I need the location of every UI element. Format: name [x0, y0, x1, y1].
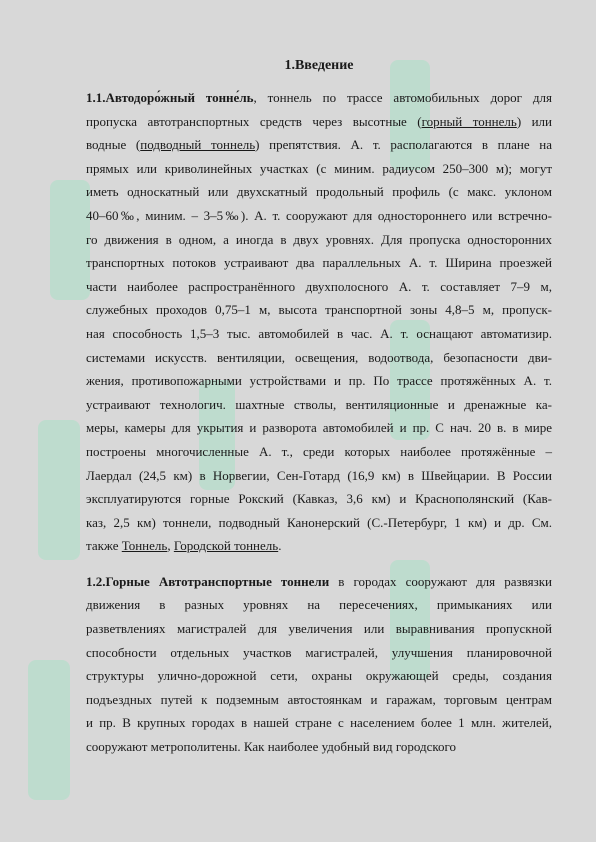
text-run: го движения в одном, а иногда в двух уровнях. Для пропуска односторонних [86, 231, 552, 247]
text-line [86, 593, 552, 617]
text-run: эксплуатируются горные Рокский (Кавказ, 3,6 км) и Краснополянский (Кав- [86, 491, 552, 507]
text-line [86, 440, 552, 464]
text-line [86, 180, 552, 204]
term-heading: 1.2.Горные Автотранспортные тоннели [86, 573, 330, 589]
text-line [86, 641, 552, 665]
text-run: жения, противопожарными устройствами и пр. По трассе протяжённых А. т. [86, 373, 552, 389]
text-line [86, 711, 552, 735]
term-heading: 1.1.Автодоро́жный тонне́ль [86, 90, 254, 105]
text-run: , тоннель по трассе автомобильных дорог для [253, 90, 552, 105]
text-run: способности отдельных участков магистралей, улучшения планировочной [86, 644, 552, 660]
text-run: каз, 2,5 км) тоннели, подводный Канонерский (С.-Петербург, 1 км) и др. См. [86, 514, 552, 530]
text-run: ) препятствия. А. т. располагаются в плане на [255, 137, 552, 153]
cross-reference-link[interactable]: Тоннель [121, 538, 168, 554]
section-2-paragraph [86, 570, 552, 759]
text-run: движения в разных уровнях на пересечениях, примыканиях или [86, 597, 552, 613]
page-title: 1.Введение [284, 58, 354, 73]
text-run: иметь односкатный или двухскатный продольный профиль (с макс. уклоном [86, 184, 552, 200]
text-line [86, 688, 552, 712]
paragraph-gap [86, 558, 552, 570]
text-line [86, 346, 552, 370]
text-run: структуры улично-дорожной сети, охраны окружающей среды, создания [86, 668, 552, 684]
text-run: . [278, 538, 282, 554]
text-run: 40–60‰, миним. – 3–5‰). А. т. сооружают для одностороннего или встречно- [86, 207, 552, 223]
text-line [86, 275, 552, 299]
text-line [86, 322, 552, 346]
text-line [86, 487, 552, 511]
text-line [86, 133, 552, 157]
text-line [86, 570, 552, 594]
text-line [86, 86, 552, 110]
text-run: и пр. В крупных городах в нашей стране с населением более 1 млн. жителей, [86, 715, 552, 731]
text-run: построены многочисленные А. т., среди которых наиболее протяжённые – [86, 443, 552, 459]
text-run: пропуска автотранспортных средств через высотные ( [86, 113, 422, 129]
text-line [86, 369, 552, 393]
text-run: ная способность 1,5–3 тыс. автомобилей в час. А. т. оснащают автоматизир. [86, 325, 552, 341]
document-content [86, 56, 552, 759]
text-line [86, 617, 552, 641]
text-line [86, 534, 552, 558]
text-run: в городах сооружают для развязки [329, 573, 552, 589]
text-run: меры, камеры для укрытия и разворота автомобилей и пр. С нач. 20 в. в мире [86, 420, 552, 436]
text-line [86, 228, 552, 252]
text-run: системами искусств. вентиляции, освещения, водоотвода, безопасности дви- [86, 349, 552, 365]
text-line [86, 298, 552, 322]
text-run: разветвлениях магистралей для увеличения или выравнивания пропускной [86, 621, 552, 637]
text-run: , [167, 538, 174, 554]
text-run: транспортных потоков устраивают два параллельных А. т. Ширина проезжей [86, 255, 552, 271]
text-line [86, 204, 552, 228]
cross-reference-link[interactable]: подводный тоннель [140, 137, 256, 153]
cross-reference-link[interactable]: Городской тоннель [173, 538, 279, 554]
text-run: устраивают технологич. шахтные стволы, вентиляционные и дренажные ка- [86, 396, 552, 412]
text-run: водные ( [86, 137, 141, 153]
text-line [86, 393, 552, 417]
text-run: служебных проходов 0,75–1 м, высота транспортной зоны 4,8–5 м, пропуск- [86, 302, 552, 318]
text-line [86, 157, 552, 181]
text-line [86, 416, 552, 440]
text-run: части наиболее распространённого двухполосного А. т. составляет 7–9 м, [86, 278, 552, 294]
text-run: сооружают метрополитены. Как наиболее удобный вид городского [86, 739, 457, 755]
text-run: Лаердал (24,5 км) в Норвегии, Сен-Готард (16,9 км) в Швейцарии. В России [86, 467, 552, 483]
text-line [86, 464, 552, 488]
section-1-paragraph [86, 86, 552, 558]
text-run: ) или [516, 113, 552, 129]
text-line [86, 511, 552, 535]
cross-reference-link[interactable]: горный тоннель [421, 113, 517, 129]
text-line [86, 110, 552, 134]
text-run: подъездных путей к подземным автостоянкам и гаражам, торговым центрам [86, 691, 552, 707]
text-run: также [86, 538, 122, 554]
text-line [86, 251, 552, 275]
text-line [86, 735, 552, 759]
text-line [86, 664, 552, 688]
text-run: прямых или криволинейных участках (с миним. радиусом 250–300 м); могут [86, 160, 552, 176]
